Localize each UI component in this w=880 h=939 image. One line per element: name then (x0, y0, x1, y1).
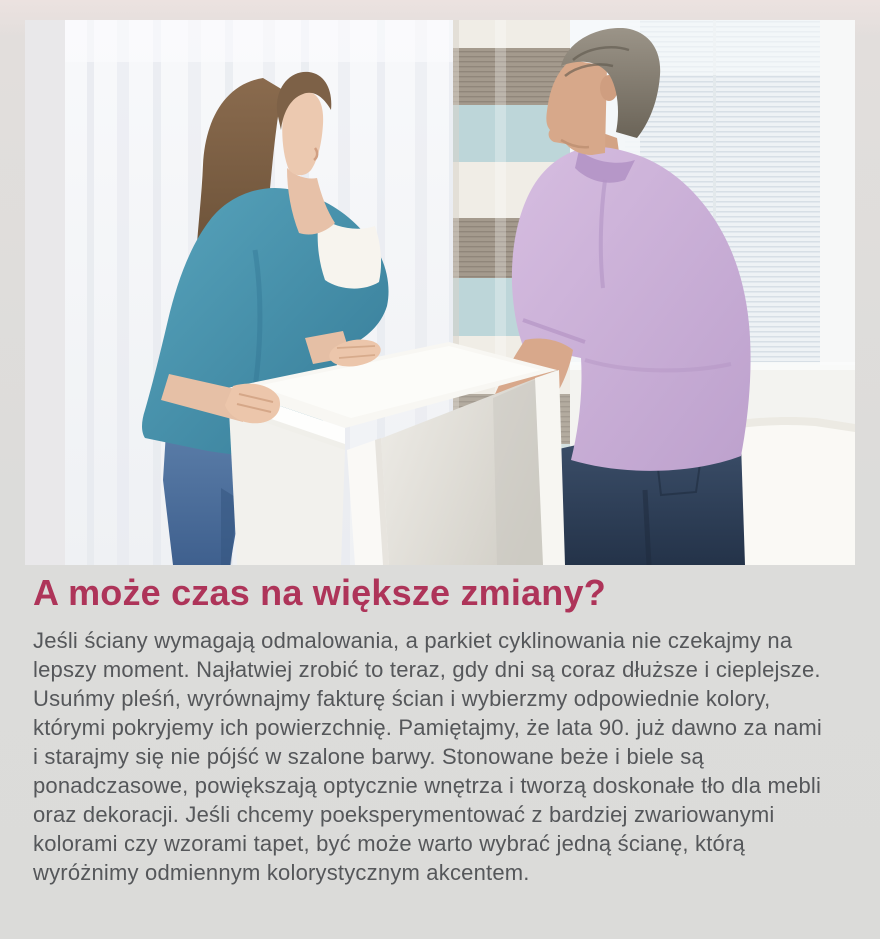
article-body: Jeśli ściany wymagają odmalowania, a parkiet cyklinowania nie czekajmy na lepszy moment. Najłatwiej zrobić to teraz, gdy dni są coraz dłuższe i cieplejsze. Usuńmy pleśń, wyrównajmy fakturę ścian i wybierzmy odpowiednie kolory, którymi pokryjemy ich powierzchnię. Pamiętajmy, że lata 90. już dawno za nami i starajmy się nie pójść w szalone barwy. Stonowane beże i biele są ponadczasowe, powiększają optycznie wnętrza i tworzą doskonałe tło dla mebli oraz dekoracji. Jeśli chcemy poeksperymentować z bardziej zwariowanymi kolorami czy wzorami tapet, być może warto wybrać jedną ścianę, którą wyróżnimy odmiennym kolorystycznym akcentem. (33, 628, 822, 885)
article-heading: A może czas na większe zmiany? (33, 572, 606, 613)
article-photo (25, 20, 855, 565)
photo-illustration (25, 20, 855, 565)
left-wall (25, 20, 71, 565)
